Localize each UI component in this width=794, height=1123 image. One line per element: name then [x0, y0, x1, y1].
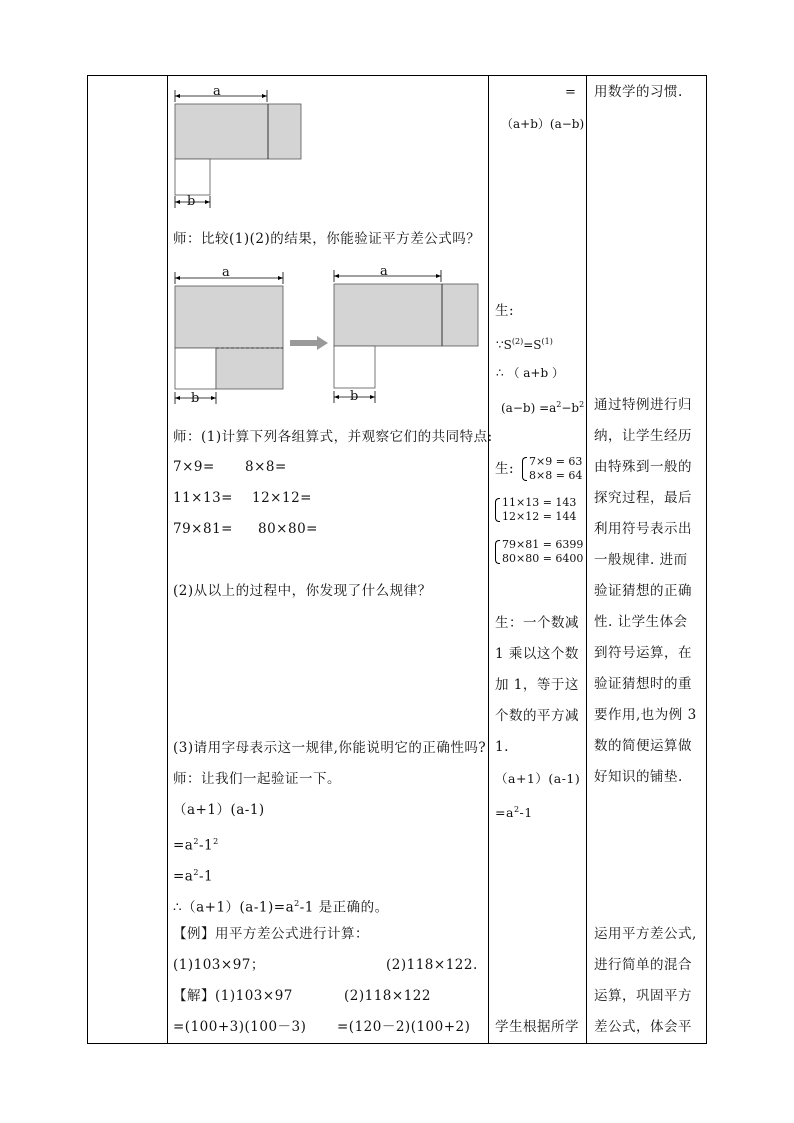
column-divider-3: [586, 75, 587, 1044]
task-2-text: (2)从以上的过程中，你发现了什么规律？: [173, 583, 432, 599]
student-answer-3-line-2: 1 乘以这个数: [495, 646, 579, 662]
calc-row-1-right: 8×8=: [245, 459, 287, 475]
solution-title: 【解】(1)103×97: [173, 988, 293, 1004]
fig1-label-a: a: [213, 84, 221, 99]
result-group-1: [521, 455, 582, 483]
group-1-line-2: 8×8 = 64: [529, 469, 583, 482]
intent-line-4: 探究过程，最后: [594, 490, 692, 506]
result-line: $(a-b) =a^2-b^2$: [501, 400, 585, 415]
eq-top: =: [565, 85, 576, 100]
example-intent-line-2: 进行简单的混合: [594, 957, 692, 973]
example-intent-line-1: 运用平方差公式,: [594, 926, 697, 942]
intent-line-11: 要作用,也为例 3: [594, 707, 697, 723]
table-left-border: [87, 75, 88, 1044]
table-right-border: [706, 75, 707, 1044]
task-1-text: 师：(1)计算下列各组算式，并观察它们的共同特点:: [173, 429, 493, 445]
transform-arrow-icon: [289, 335, 329, 351]
student-answer-3-line-1: 生：一个数减: [495, 615, 579, 631]
verify-step-2: $=a^2-1^2$: [173, 837, 219, 854]
compare-question: 师：比较(1)(2)的结果，你能验证平方差公式吗？: [173, 231, 481, 247]
intent-line-10: 验证猜想时的重: [594, 676, 692, 692]
verify-step-1: （a+1）(a-1): [173, 802, 265, 818]
intent-line-5: 利用符号表示出: [594, 521, 692, 537]
group-2-line-1: 11×13 = 143: [502, 496, 577, 509]
intent-line-6: 一般规律. 进而: [594, 552, 688, 568]
formula-line-1: （a+1）(a-1): [495, 771, 581, 786]
calc-row-2-left: 11×13=: [173, 490, 233, 506]
fig3-label-a: a: [380, 264, 388, 279]
solution-line-1-right: =(120－2)(100+2): [337, 1019, 471, 1035]
habit-text: 用数学的习惯.: [594, 84, 683, 100]
verify-conclusion: $\therefore(a+1)(a-1)=a^2-1$ 是正确的。: [173, 899, 389, 916]
solution-line-1-left: =(100+3)(100－3): [173, 1019, 307, 1035]
example-title: 【例】用平方差公式进行计算：: [173, 926, 369, 942]
figure-rect-a-split: [172, 82, 304, 210]
example-q2: (2)118×122.: [386, 957, 478, 973]
calc-row-3-left: 79×81=: [173, 521, 233, 537]
student-answer-3-line-3: 加 1，等于这: [495, 677, 579, 693]
intent-line-8: 性. 让学生体会: [594, 614, 688, 630]
formula-line-2: $=a^2-1$: [495, 805, 533, 821]
fig2-label-a: a: [222, 265, 230, 280]
therefore-line: ∴ （ a+b ）: [496, 366, 564, 380]
intent-line-7: 验证猜想的正确: [594, 583, 692, 599]
student-answer-3-line-5: 1.: [495, 739, 509, 755]
example-intent-line-4: 差公式，体会平: [594, 1019, 692, 1035]
student-answer-2: 生:: [495, 461, 515, 477]
intent-line-3: 由特殊到一般的: [594, 459, 692, 475]
group-1-line-1: 7×9 = 63: [529, 455, 583, 468]
intent-line-1: 通过特例进行归: [594, 397, 692, 413]
solution-q2: (2)118×122: [344, 988, 431, 1004]
example-intent: [594, 919, 697, 1043]
intent-line-12: 数的简便运算做: [594, 738, 692, 754]
fig2-label-b: b: [191, 391, 200, 406]
intent-line-13: 好知识的铺垫.: [594, 769, 683, 785]
design-intent: [594, 390, 697, 793]
task-3-text: (3)请用字母表示这一规律,你能说明它的正确性吗?: [173, 740, 487, 756]
column-divider-1: [167, 75, 168, 1044]
fig3-label-b: b: [350, 389, 359, 404]
calc-row-2-right: 12×12=: [252, 490, 312, 506]
group-2-line-2: 12×12 = 144: [502, 510, 577, 523]
table-bottom-border: [87, 1043, 707, 1044]
table-top-border: [87, 75, 707, 76]
example-q1: (1)103×97；: [173, 957, 265, 973]
student-answer-3-line-4: 个数的平方减: [495, 708, 579, 724]
group-3-line-1: 79×81 = 6399: [502, 538, 584, 551]
result-group-2: [494, 496, 576, 524]
verify-step-3: $=a^2-1$: [173, 868, 214, 885]
intent-line-9: 到符号运算，在: [594, 645, 692, 661]
student-answer-1: 生:: [495, 303, 515, 319]
column-divider-2: [488, 75, 489, 1044]
because-line: $\because S^{(2)}=S^{(1)}$: [496, 337, 553, 352]
verify-prompt: 师：让我们一起验证一下。: [173, 771, 341, 787]
result-group-3: [494, 538, 583, 566]
calc-row-1-left: 7×9=: [173, 459, 215, 475]
fig1-label-b: b: [187, 194, 196, 209]
figure-square-difference: [172, 262, 287, 410]
calc-row-3-right: 80×80=: [258, 521, 318, 537]
col3-bottom-text: 学生根据所学: [495, 1019, 579, 1035]
intent-line-2: 纳，让学生经历: [594, 428, 692, 444]
example-intent-line-3: 运算，巩固平方: [594, 988, 692, 1004]
eq-product: （a+b）(a−b): [501, 117, 585, 131]
group-3-line-2: 80×80 = 6400: [502, 552, 584, 565]
